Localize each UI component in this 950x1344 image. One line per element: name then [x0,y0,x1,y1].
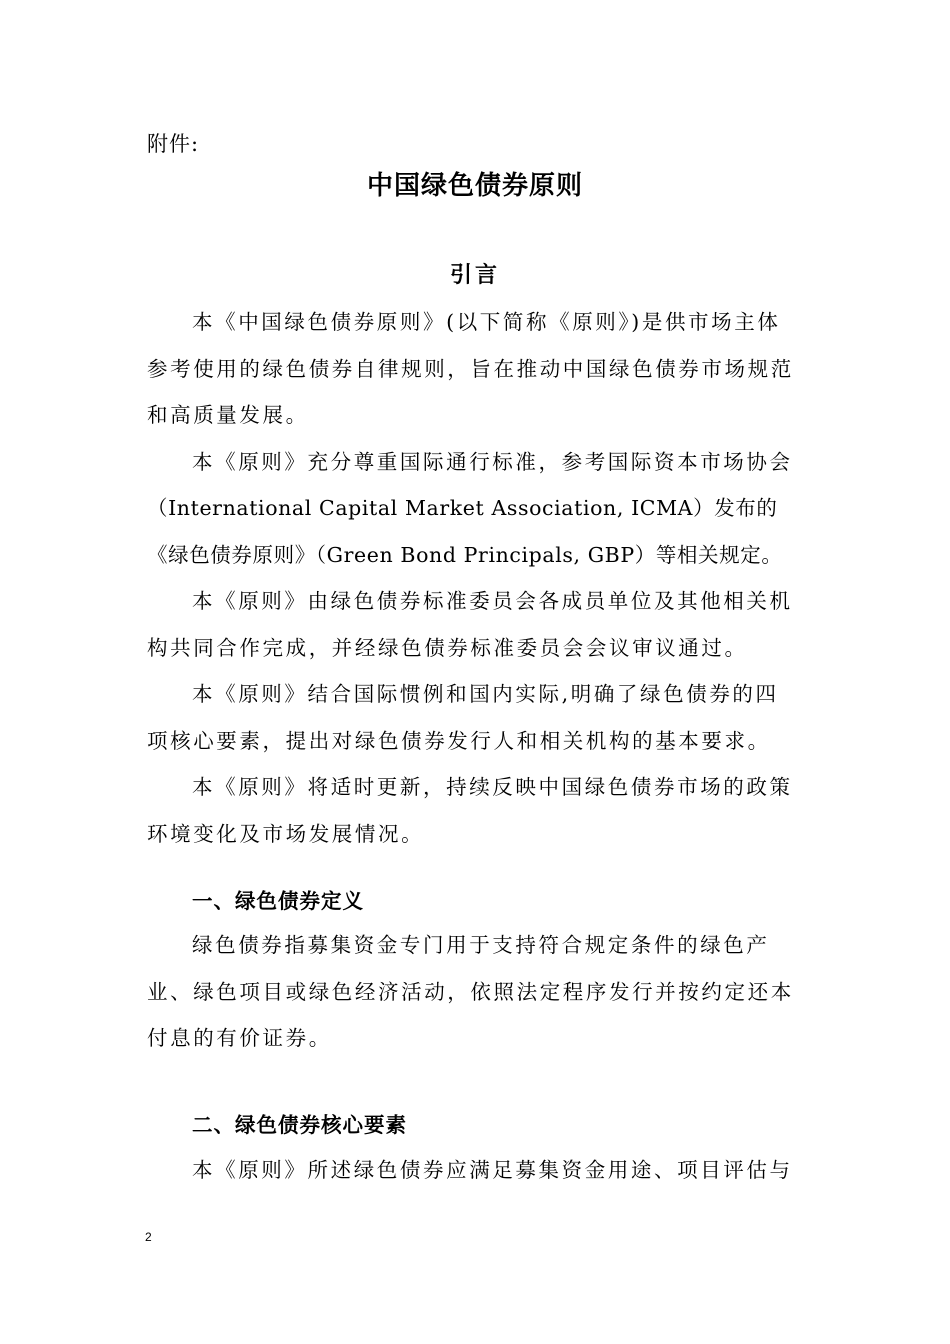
intro-line: （International Capital Market Association, ICMA）发布的 [147,496,778,520]
section-1-line: 业、绿色项目或绿色经济活动，依照法定程序发行并按约定还本 [147,979,794,1004]
intro-line: 项核心要素，提出对绿色债券发行人和相关机构的基本要求。 [147,728,771,753]
intro-line: 构共同合作完成，并经绿色债券标准委员会会议审议通过。 [147,635,748,660]
intro-line: 环境变化及市场发展情况。 [147,821,425,846]
intro-line: 本《中国绿色债券原则》(以下简称《原则》)是供市场主体 [192,310,781,334]
section-1-body [147,922,807,1062]
intro-line: 和高质量发展。 [147,403,309,427]
intro-line: 《绿色债券原则》（Green Bond Principals, GBP）等相关规定。 [147,542,783,567]
intro-line: 参考使用的绿色债券自律规则，旨在推动中国绿色债券市场规范 [147,356,794,381]
section-1-line: 绿色债券指募集资金专门用于支持符合规定条件的绿色产 [192,933,770,957]
intro-heading: 引言 [449,263,500,288]
intro-line: 本《原则》由绿色债券标准委员会各成员单位及其他相关机 [192,589,793,613]
intro-line: 本《原则》结合国际惯例和国内实际,明确了绿色债券的四 [192,682,779,706]
section-2-heading: 二、绿色债券核心要素 [192,1113,407,1137]
document-title: 中国绿色债券原则 [366,171,583,201]
page-number: 2 [145,1230,152,1244]
intro-line: 本《原则》将适时更新，持续反映中国绿色债券市场的政策 [192,775,793,799]
section-1-heading: 一、绿色债券定义 [192,889,364,913]
section-2-body [147,1147,807,1194]
section-2-line: 本《原则》所述绿色债券应满足募集资金用途、项目评估与 [192,1158,793,1182]
attachment-label: 附件: [147,132,200,156]
section-1-line: 付息的有价证券。 [147,1026,332,1050]
intro-line: 本《原则》充分尊重国际通行标准，参考国际资本市场协会 [192,449,793,474]
intro-body [147,299,807,857]
